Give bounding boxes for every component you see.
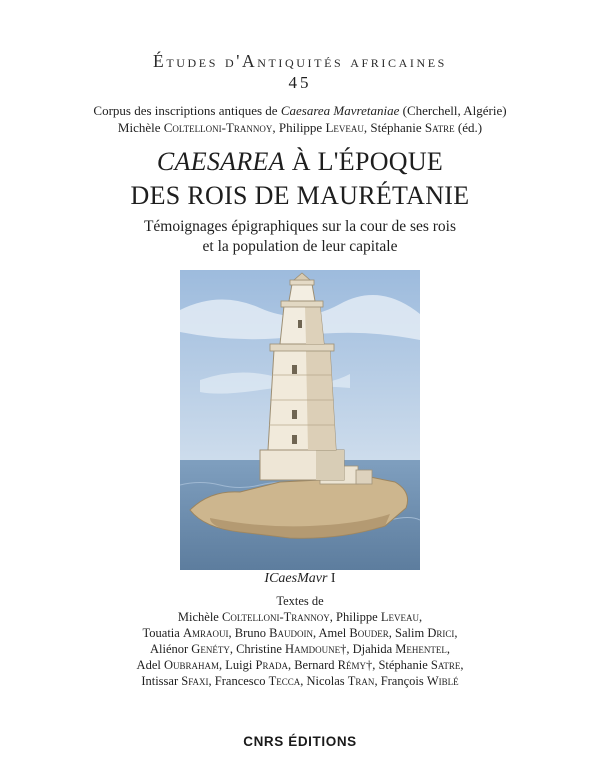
author-text: , Bruno [228,626,270,640]
author-text: , [418,610,423,624]
corpus-line [0,103,600,119]
book-title-line-2: DES ROIS DE MAURÉTANIE [130,181,470,210]
lighthouse-gallery [281,301,323,307]
authors-heading: Textes de [276,594,324,608]
author-text: , Bernard [287,658,338,672]
lighthouse-base-shade [316,450,344,480]
author-surname: Sfaxi [181,674,209,688]
title-italic: CAESAREA [156,147,285,176]
author-text: Adel [136,658,164,672]
author-surname: Tran [347,674,375,688]
author-text: Intissar [141,674,182,688]
author-text: , Francesco [208,674,269,688]
author-surname: Oubraham [163,658,220,672]
lighthouse-gallery [270,344,334,351]
author-surname: Amraoui [182,626,229,640]
volume-italic: ICaesMavr [264,571,328,586]
harbor-building [356,470,372,484]
editor-first: Michèle [117,120,164,135]
authors-line [0,674,600,689]
author-text: Michèle [177,610,222,624]
author-text: , [446,642,451,656]
publisher-logo: CNRS ÉDITIONS [243,734,357,749]
author-text: †, Stéphanie [365,658,431,672]
volume-roman: I [327,571,336,586]
book-title-line-1 [0,147,600,177]
lighthouse-lantern [289,284,315,301]
editors-line [0,120,600,136]
author-surname: Leveau [380,610,419,624]
author-surname: Genéty [191,642,230,656]
author-text: , [454,626,458,640]
author-text: †, Djahida [340,642,396,656]
author-text: Aliénor [149,642,192,656]
author-text: Touatia [142,626,183,640]
author-text: , [460,658,464,672]
window [298,320,302,328]
authors-line [0,658,600,673]
author-surname: Drici [427,626,455,640]
window [292,410,297,419]
authors-line [0,642,600,657]
author-surname: Rémy [337,658,366,672]
editor-last: Coltelloni-Trannoy [163,120,273,135]
window [292,435,297,444]
editor-first: , Stéphanie [363,120,425,135]
window [292,365,297,374]
author-text: , Salim [388,626,428,640]
lighthouse-cap [290,280,314,285]
corpus-italic: Caesarea Mavretaniae [280,103,400,118]
title-rest: À L'ÉPOQUE [284,147,444,176]
editor-first: , Philippe [272,120,326,135]
author-surname: Wiblé [426,674,459,688]
author-text: , François [374,674,427,688]
subtitle-line-2: et la population de leur capitale [202,238,398,255]
author-text: , Philippe [329,610,381,624]
editors-suffix: (éd.) [454,120,483,135]
author-text: , Christine [229,642,286,656]
editor-last: Leveau [325,120,364,135]
series-name: Études d'Antiquités africaines [153,51,447,71]
series-number: 45 [288,73,312,92]
author-text: , Luigi [219,658,256,672]
author-surname: Prada [255,658,288,672]
authors-line [0,626,600,641]
author-surname: Baudoin [269,626,313,640]
author-surname: Coltelloni-Trannoy [221,610,330,624]
author-surname: Tecca [268,674,301,688]
subtitle-line-1: Témoignages épigraphiques sur la cour de ses rois [143,218,457,235]
editor-last: Satre [424,120,455,135]
volume-label [0,571,600,587]
authors-line [0,610,600,625]
lighthouse-illustration [180,270,420,570]
author-text: , Nicolas [300,674,348,688]
corpus-prefix: Corpus des inscriptions antiques de [93,103,281,118]
author-surname: Hamdoune [285,642,341,656]
corpus-suffix: (Cherchell, Algérie) [399,103,507,118]
author-text: , Amel [312,626,350,640]
author-surname: Satre [430,658,461,672]
author-surname: Bouder [349,626,389,640]
author-surname: Mehentel [395,642,447,656]
